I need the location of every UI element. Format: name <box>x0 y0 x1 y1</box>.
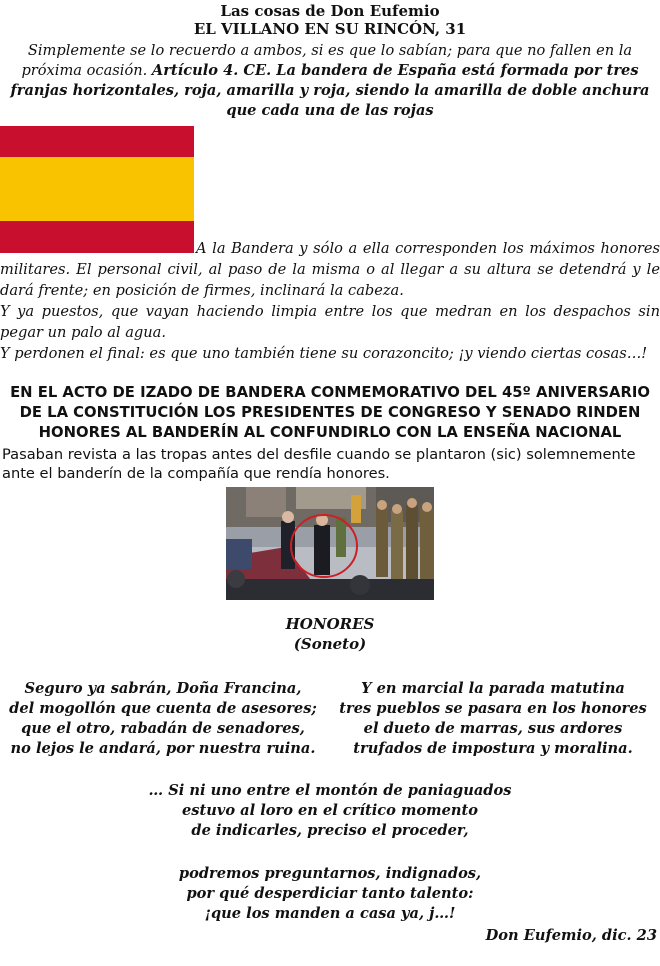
poem-line: Y en marcial la parada matutina <box>361 680 625 697</box>
flag-top-red-stripe <box>0 126 194 157</box>
poem-title: HONORES <box>285 615 375 633</box>
poem-line: no lejos le andará, por nuestra ruina. <box>10 740 316 757</box>
ceremony-photo <box>226 487 434 600</box>
column-title: Las cosas de Don Eufemio <box>220 2 440 20</box>
poem-line: estuvo al loro en el crítico momento <box>182 802 478 819</box>
author-signature: Don Eufemio, dic. 23 <box>485 927 657 944</box>
poem-stanza-1 <box>0 679 326 759</box>
poem-line: podremos preguntarnos, indignados, <box>178 865 482 882</box>
body-text <box>0 238 660 364</box>
news-text: Pasaban revista a las tropas antes del desfile cuando se plantaron (sic) solemnemente ante el banderín de la compañía que rendía honores. <box>2 446 636 482</box>
poem-line: del mogollón que cuenta de asesores; <box>9 700 317 717</box>
article-subtitle: EL VILLANO EN SU RINCÓN, 31 <box>193 20 467 38</box>
constitution-article: Artículo 4. CE. La bandera de España está formada por tres franjas horizontales, roja, amarilla y roja, siendo la amarilla de doble anchura que cada una de las rojas <box>10 62 650 119</box>
poem-line: … Si ni uno entre el montón de paniaguados <box>148 782 512 799</box>
intro-paragraph <box>2 41 658 121</box>
poem-line: Seguro ya sabrán, Doña Francina, <box>24 680 302 697</box>
poem-form: (Soneto) <box>293 635 367 653</box>
poem-line: trufados de impostura y moralina. <box>353 740 633 757</box>
poem-line: por qué desperdiciar tanto talento: <box>186 885 474 902</box>
paragraph-1-first-line: A la Bandera y sólo a ella corresponden los máximos honores <box>196 240 660 257</box>
poem-heading <box>0 614 660 654</box>
paragraph-1-rest: militares. El personal civil, al paso de la misma o al llegar a su altura se detendrá y le dará frente; en posición de firmes, inclinará la cabeza. <box>0 261 660 299</box>
poem-line: que el otro, rabadán de senadores, <box>21 720 305 737</box>
news-headline: EN EL ACTO DE IZADO DE BANDERA CONMEMORATIVO DEL 45º ANIVERSARIO DE LA CONSTITUCIÓN LOS PRESIDENTES DE CONGRESO Y SENADO RINDEN HONORES AL BANDERÍN AL CONFUNDIRLO CON LA ENSEÑA NACIONAL <box>10 384 650 441</box>
intro-lead: Simplemente se lo recuerdo a ambos, si es que lo sabían; para que no fallen en la próxima ocasión. <box>21 42 633 79</box>
poem-line: de indicarles, preciso el proceder, <box>191 822 469 839</box>
poem-line: tres pueblos se pasara en los honores <box>339 700 647 717</box>
poem-line: ¡que los manden a casa ya, j…! <box>204 905 456 922</box>
paragraph-3: Y perdonen el final: es que uno también tiene su corazoncito; ¡y viendo ciertas cosas…! <box>0 345 648 362</box>
poem-stanza-3 <box>0 781 660 841</box>
paragraph-2: Y ya puestos, que vayan haciendo limpia entre los que medran en los despachos sin pegar un palo al agua. <box>0 303 660 341</box>
poem-stanza-4 <box>0 864 660 924</box>
spain-flag-image <box>0 126 194 253</box>
poem-stanza-2 <box>326 679 660 759</box>
poem-line: el dueto de marras, sus ardores <box>363 720 623 737</box>
flag-yellow-stripe <box>0 157 194 221</box>
